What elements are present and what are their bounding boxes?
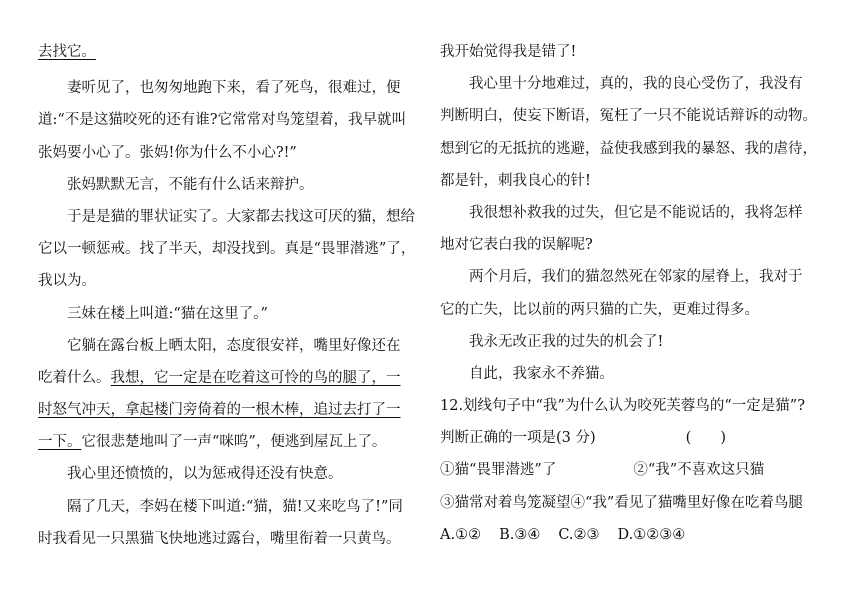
text-line: 它的亡失，比以前的两只猫的亡失，更难过得多。 [440,301,759,318]
text-plain: 它很悲楚地叫了一声“咪呜”，便逃到屋瓦上了。 [81,434,387,451]
text-line: 地对它表白我的误解呢? [440,237,593,254]
choice-row [440,519,830,551]
text-line: 想到它的无抵抗的逃避，益使我感到我的暴怒、我的虐待， [440,140,817,157]
text-line: 自此，我家永不养猫。 [469,365,614,382]
option-1: ①猫“畏罪潜逃”了 [440,462,557,479]
text-line: 我心里还愤愤的，以为惩戒得还没有快意。 [67,466,343,483]
text-line: 隔了几天，李妈在楼下叫道:“猫，猫!又来吃鸟了!”同 [67,498,403,515]
text-line: 都是针，刺我良心的针! [440,172,591,189]
underlined-sentence: 一下。 [38,434,82,451]
underlined-sentence: 时怒气冲天，拿起楼门旁倚着的一根木棒，追过去打了一 [38,402,401,419]
answer-blank[interactable]: ( ) [685,430,726,447]
choice-b[interactable]: B.③④ [499,526,541,543]
text-line: 三妹在楼上叫道:“猫在这里了。” [67,305,268,322]
text-line: 我开始觉得我是错了! [440,44,577,60]
option-row: ③猫常对着鸟笼凝望④“我”看见了猫嘴里好像在吃着鸟腿 [440,494,803,511]
text-line: 去找它。 [38,44,96,60]
left-column [38,36,426,555]
text-line: 它以一顿惩戒。找了半天，却没找到。真是“畏罪潜逃”了， [38,241,416,258]
question-stem: 12.划线句子中“我”为什么认为咬死芙蓉鸟的“一定是猫”? [440,398,805,415]
question-instruction: 判断正确的一项是(3 分) [440,430,596,447]
text-line: 时我看见一只黑猫飞快地逃过露台，嘴里衔着一只黄鸟。 [38,530,401,547]
text-line: 妻听见了，也匆匆地跑下来，看了死鸟，很难过，便 [67,80,401,97]
text-line: 它躺在露台板上晒太阳，态度很安祥，嘴里好像还在 [67,337,401,354]
underlined-sentence: 我想，它一定是在吃着这可怜的鸟的腿了，一 [110,369,401,386]
text-line: 于是是猫的罪状证实了。大家都去找这可厌的猫，想给 [67,208,415,225]
text-line: 张妈默默无言，不能有什么话来辩护。 [67,176,314,193]
text-line [38,362,426,394]
choice-a[interactable]: A.①② [440,526,482,543]
question-stem [440,422,830,454]
text-line [38,426,426,458]
text-plain: 吃着什么。 [38,369,111,386]
text-line: 我很想补救我的过失，但它是不能说话的，我将怎样 [469,204,803,221]
option-2: ②“我”不喜欢这只猫 [633,462,765,479]
text-line: 判断明白，使妄下断语，冤枉了一只不能说话辩诉的动物。 [440,108,817,125]
text-line: 道:“不是这猫咬死的还有谁?它常常对鸟笼望着，我早就叫 [38,112,407,129]
option-row [440,454,830,486]
text-line: 两个月后，我们的猫忽然死在邻家的屋脊上，我对于 [469,269,803,286]
text-line: 我永无改正我的过失的机会了! [469,333,664,350]
choice-c[interactable]: C.②③ [558,526,600,543]
choice-d[interactable]: D.①②③④ [617,526,686,543]
right-column [440,36,830,551]
text-line: 我心里十分地难过，真的，我的良心受伤了，我没有 [469,76,803,93]
text-line: 张妈要小心了。张妈!你为什么不小心?!” [38,144,297,161]
text-line: 我以为。 [38,273,96,290]
